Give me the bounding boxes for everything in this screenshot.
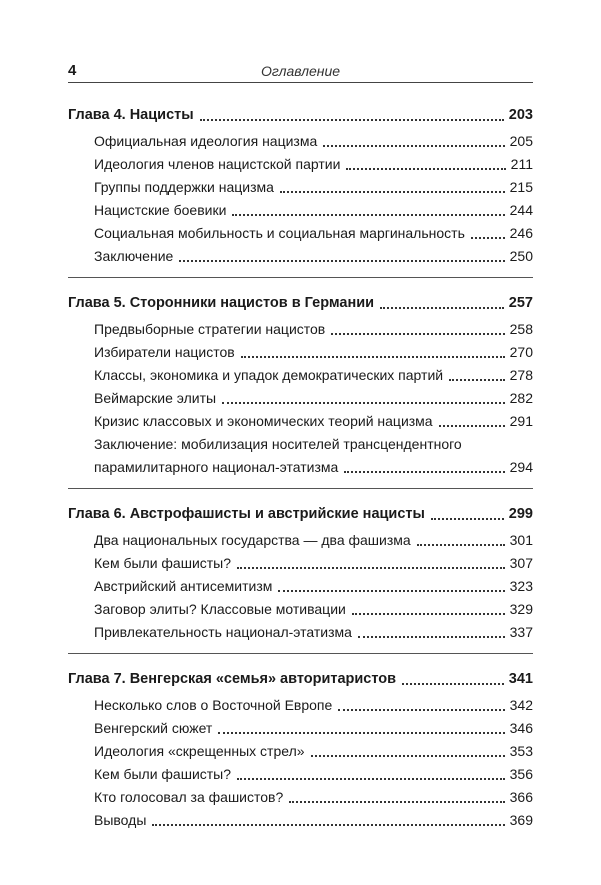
toc-entry[interactable]: Два национальных государства — два фашизма 301 <box>94 532 533 548</box>
toc-entry[interactable]: Австрийский антисемитизм 323 <box>94 578 533 594</box>
toc-entry[interactable]: Кем были фашисты? 307 <box>94 555 533 571</box>
chapter-6 <box>68 503 533 654</box>
toc-entry-multiline[interactable]: Заключение: мобилизация носителей трансцендентного парамилитарного национал-этатизма 294 <box>94 436 533 475</box>
toc-entry[interactable]: Социальная мобильность и социальная маргинальность 246 <box>94 225 533 241</box>
toc-entry[interactable]: Кем были фашисты? 356 <box>94 766 533 782</box>
toc-entry[interactable]: Группы поддержки нацизма 215 <box>94 179 533 195</box>
toc-entry[interactable]: Официальная идеология нацизма 205 <box>94 133 533 149</box>
table-of-contents <box>68 104 533 855</box>
toc-entry[interactable]: Венгерский сюжет 346 <box>94 720 533 736</box>
chapter-heading[interactable]: Глава 4. Нацисты 203 <box>68 107 533 123</box>
toc-entry[interactable]: Кризис классовых и экономических теорий нацизма 291 <box>94 413 533 429</box>
page-header <box>68 60 533 83</box>
chapter-4 <box>68 104 533 278</box>
chapter-5 <box>68 292 533 489</box>
page-number: 4 <box>68 62 77 79</box>
toc-entry[interactable]: Заключение 250 <box>94 248 533 264</box>
toc-entry[interactable]: Предвыборные стратегии нацистов 258 <box>94 321 533 337</box>
toc-entry[interactable]: Кто голосовал за фашистов? 366 <box>94 789 533 805</box>
toc-entry[interactable]: Идеология «скрещенных стрел» 353 <box>94 743 533 759</box>
chapter-heading[interactable]: Глава 5. Сторонники нацистов в Германии 257 <box>68 295 533 311</box>
toc-entry[interactable]: Идеология членов нацистской партии 211 <box>94 156 533 172</box>
toc-entry[interactable]: Классы, экономика и упадок демократических партий 278 <box>94 367 533 383</box>
toc-entry[interactable]: Выводы 369 <box>94 812 533 828</box>
chapter-heading[interactable]: Глава 6. Австрофашисты и австрийские нацисты 299 <box>68 506 533 522</box>
toc-entry[interactable]: Несколько слов о Восточной Европе 342 <box>94 697 533 713</box>
toc-entry[interactable]: Веймарские элиты 282 <box>94 390 533 406</box>
toc-entry[interactable]: Заговор элиты? Классовые мотивации 329 <box>94 601 533 617</box>
chapter-heading[interactable]: Глава 7. Венгерская «семья» авторитаристов 341 <box>68 671 533 687</box>
toc-entry[interactable]: Избиратели нацистов 270 <box>94 344 533 360</box>
toc-entry[interactable]: Привлекательность национал-этатизма 337 <box>94 624 533 640</box>
chapter-7 <box>68 668 533 841</box>
toc-entry[interactable]: Нацистские боевики 244 <box>94 202 533 218</box>
running-title: Оглавление <box>260 63 341 79</box>
